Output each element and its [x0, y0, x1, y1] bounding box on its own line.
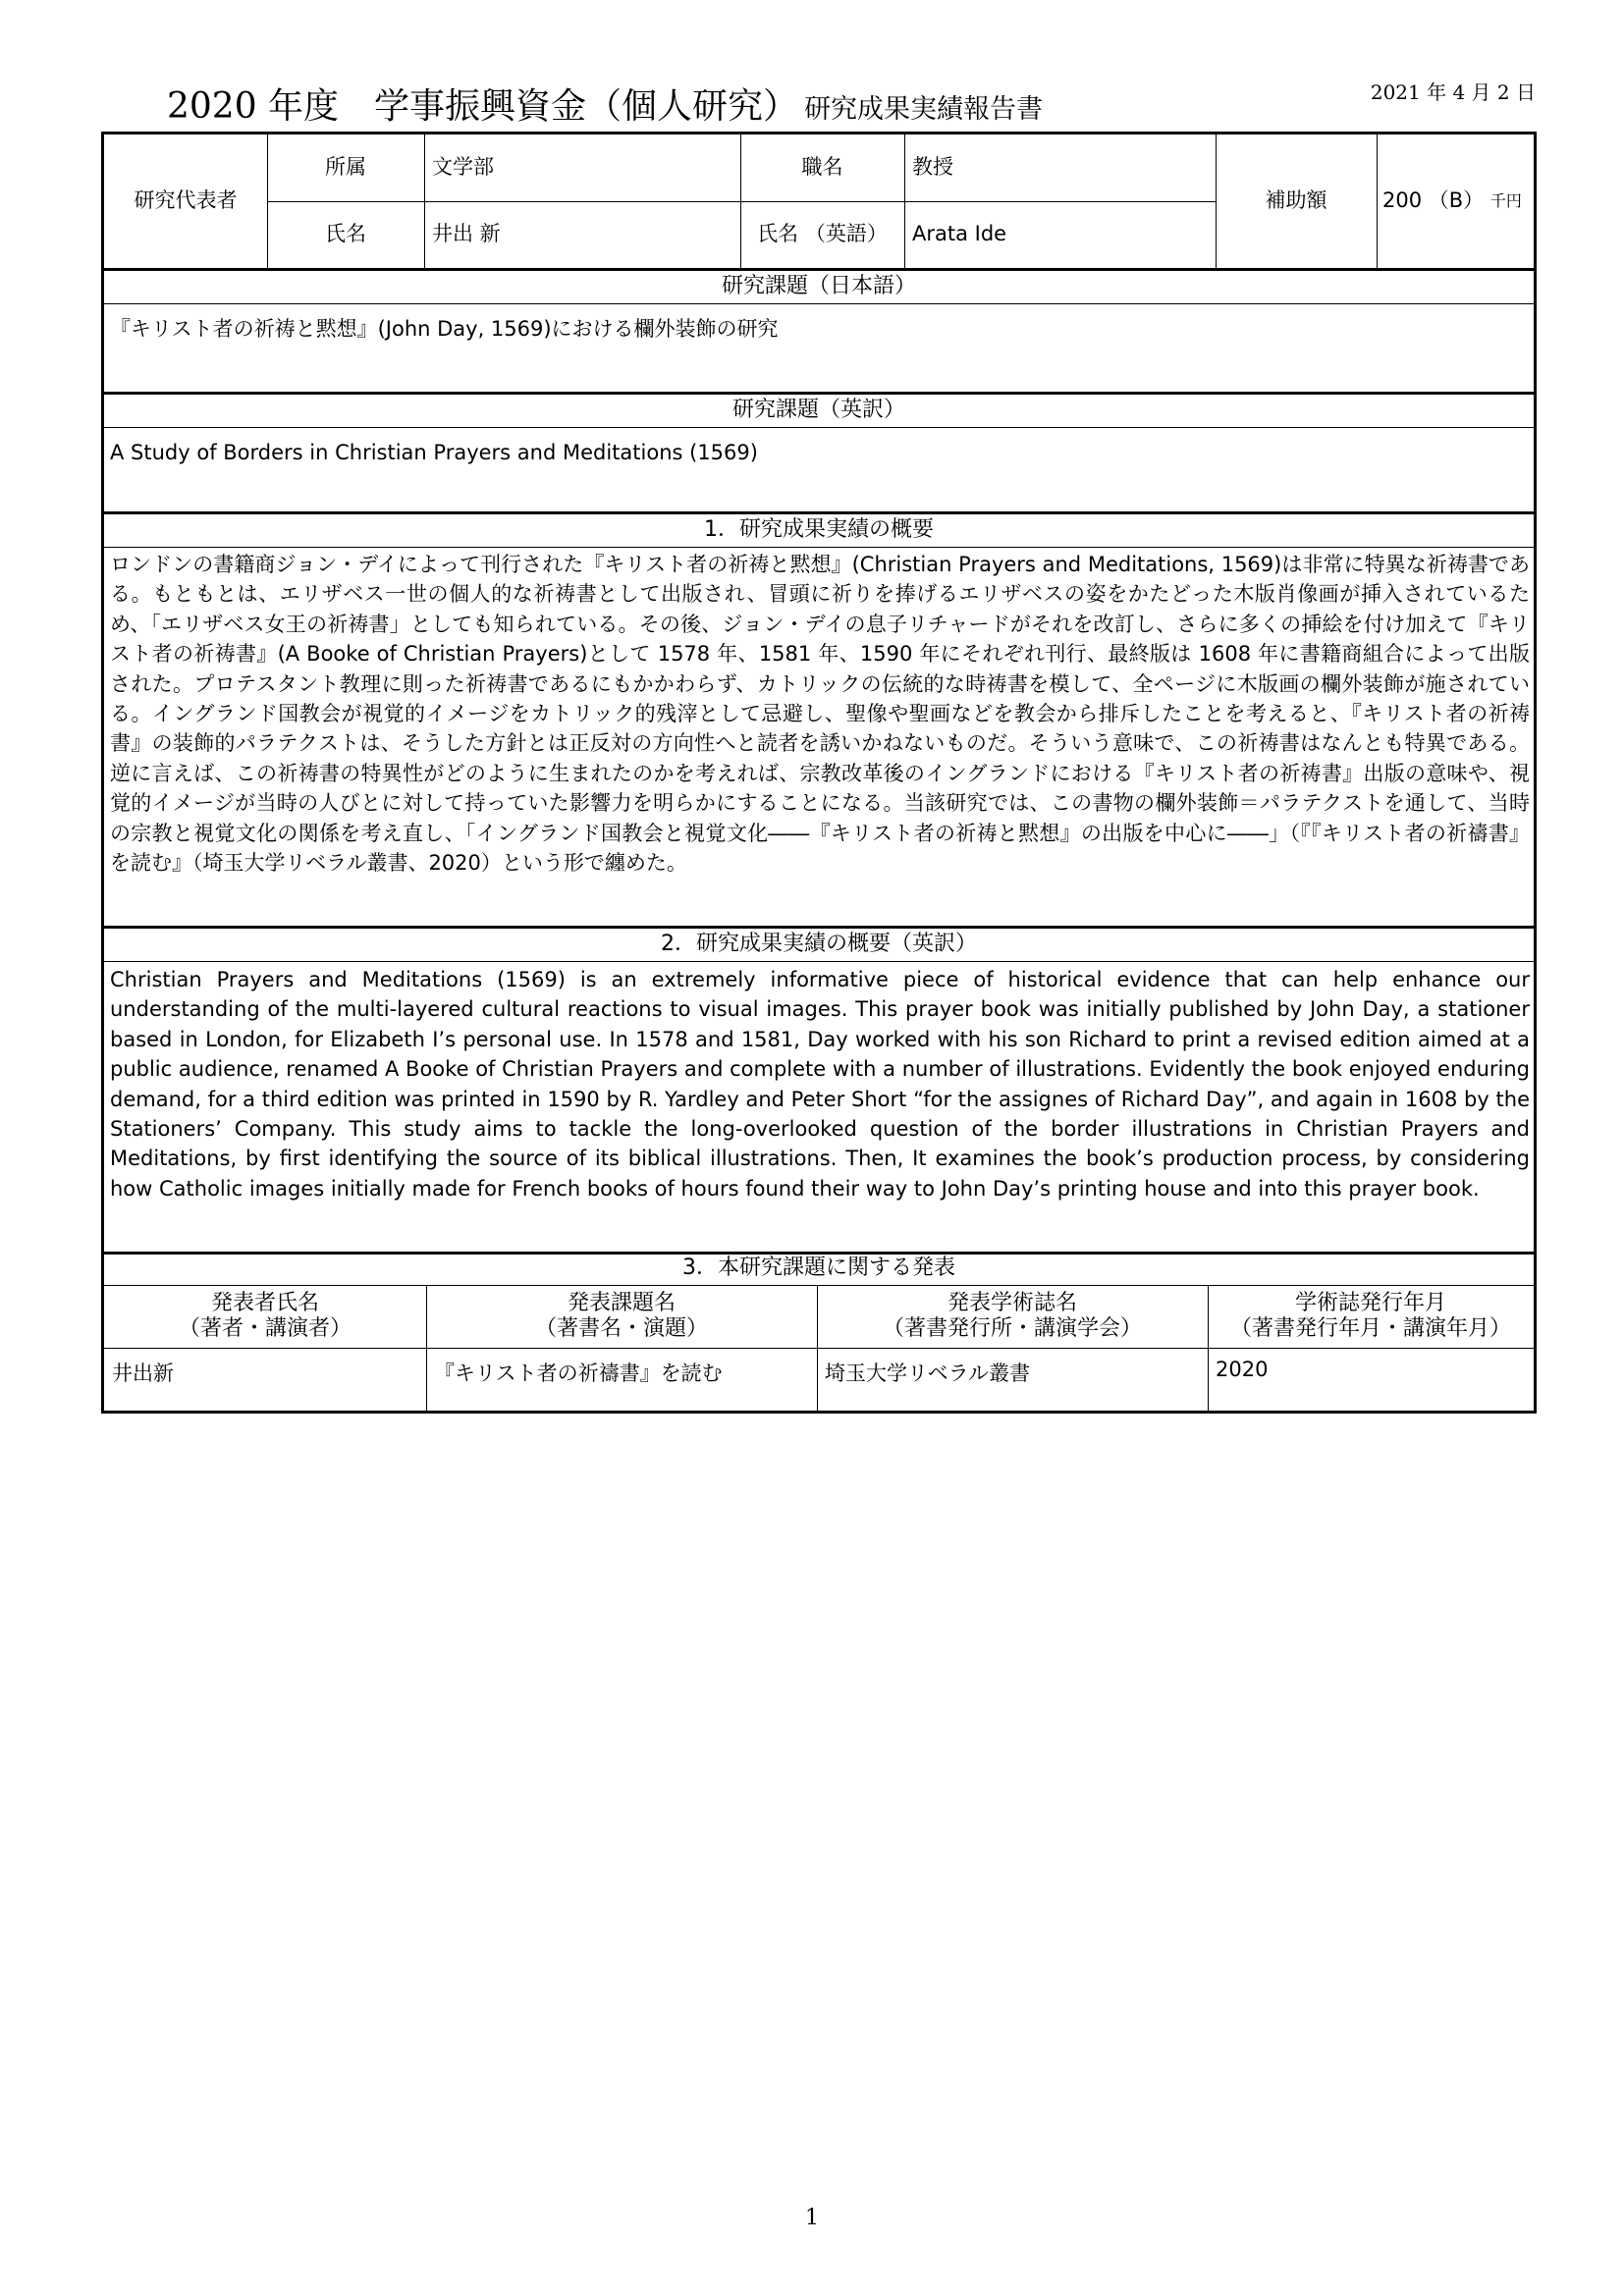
summary-en-heading: 2．研究成果実績の概要（英訳） [661, 932, 977, 956]
summary-ja-text: ロンドンの書籍商ジョン・デイによって刊行された『キリスト者の祈祷と黙想』(Christian Prayers and Meditations, 1569)は非常に特異な祈祷書である。もともとは、エリザベス一世の個人的な祈祷書として出版され、冒頭に祈りを捧げるエリザベスの姿をかたどった木版肖像画が挿入されているため、「エリザベス女王の祈祷書」としても知られている。その後、ジョン・デイの息子リチャードがそれを改訂し、さらに多くの挿絵を付け加えて『キリスト者の祈祷書』(A Booke of Christian Prayers)として 1578 年、1581 年、1590 年にそれぞれ刊行、最終版は 1608 年に書籍商組合によって出版された。プロテスタント教理に則った祈祷書であるにもかかわらず、カトリックの伝統的な時祷書を模して、全ページに木版画の欄外装飾が施されている。イングランド国教会が視覚的イメージをカトリック的残滓として忌避し、聖像や聖画などを教会から排斥したことを考えると、『キリスト者の祈祷書』の装飾的パラテクストは、そうした方針とは正反対の方向性へと読者を誘いかねないものだ。そういう意味で、この祈祷書はなんとも特異である。逆に言えば、この祈祷書の特異性がどのように生まれたのかを考えれば、宗教改革後のイングランドにおける『キリスト者の祈祷書』出版の意味や、視覚的イメージが当時の人びとに対して持っていた影響力を明らかにすることになる。当該研究では、この書物の欄外装飾＝パラテクストを通して、当時の宗教と視覚文化の関係を考え直し、「イングランド国教会と視覚文化――『キリスト者の祈祷と黙想』の出版を中心に――」（『『キリスト者の祈禱書』を読む』（埼玉大学リベラル叢書、2020）という形で纏めた。 [110, 553, 1530, 876]
report-title-main: 2020 年度 学事振興資金（個人研究） [167, 86, 799, 127]
report-title-sub: 研究成果実績報告書 [804, 94, 1044, 125]
name-value: 井出 新 [432, 222, 501, 246]
topic-ja-heading: 研究課題（日本語） [721, 274, 916, 298]
affiliation-label: 所属 [325, 155, 366, 180]
pub-col-author: 発表者氏名 （著者・講演者） [178, 1291, 352, 1341]
affiliation-value: 文学部 [432, 155, 494, 180]
pub-row-author: 井出新 [112, 1362, 174, 1385]
grant-label: 補助額 [1265, 188, 1327, 213]
summary-ja-heading: 1．研究成果実績の概要 [704, 517, 934, 542]
publications-heading: 3．本研究課題に関する発表 [682, 1255, 955, 1280]
grant-unit: 千円 [1489, 191, 1522, 211]
summary-en-text: Christian Prayers and Meditations (1569) is an extremely informative piece of historical evidence that can help enhance our understanding of the multi-layered cultural reactions to visual images. This prayer book was initially published by John Day, a stationer based in London, for Elizabeth I’s personal use. In 1578 and 1581, Day worked with his son Richard to print a revised edition aimed at a public audience, renamed A Booke of Christian Prayers and complete with a number of illustrations. Evidently the book enjoyed enduring demand, for a third edition was printed in 1590 by R. Yardley and Peter Short “for the assignes of Richard Day”, and again in 1608 by the Stationers’ Company. This study aims to tackle the long-overlooked question of the border illustrations in Christian Prayers and Meditations, by first identifying the source of its biblical illustrations. Then, It examines the book’s production process, by considering how Catholic images initially made for French books of hours found their way to John Day’s printing house and into this prayer book. [110, 968, 1530, 1201]
topic-en-text: A Study of Borders in Christian Prayers and Meditations (1569) [110, 441, 758, 464]
position-label: 職名 [801, 155, 843, 180]
pub-row-venue: 埼玉大学リベラル叢書 [825, 1362, 1030, 1385]
report-form [101, 132, 1537, 1414]
pub-col-title: 発表課題名 （著書名・演題） [534, 1291, 708, 1341]
grant-value: 200 （B） [1382, 188, 1485, 213]
pub-col-date: 学術誌発行年月 （著書発行年月・講演年月） [1229, 1291, 1511, 1341]
topic-en-heading: 研究課題（英訳） [731, 398, 905, 422]
grant-value-cell [1377, 134, 1534, 268]
pub-row-title: 『キリスト者の祈禱書』を読む [434, 1362, 723, 1385]
name-label: 氏名 [325, 222, 366, 246]
name-en-label: 氏名 （英語） [757, 222, 888, 246]
report-title [167, 79, 1043, 129]
position-value: 教授 [912, 155, 953, 180]
pub-row-date: 2020 [1216, 1358, 1269, 1381]
researcher-row-label: 研究代表者 [134, 188, 238, 213]
topic-ja-text: 『キリスト者の祈祷と黙想』(John Day, 1569)における欄外装飾の研究 [110, 317, 779, 341]
pub-col-venue: 発表学術誌名 （著書発行所・講演学会） [882, 1291, 1142, 1341]
page-number: 1 [805, 2206, 819, 2230]
report-date: 2021 年 4 月 2 日 [1370, 80, 1536, 104]
name-en-value: Arata Ide [912, 222, 1007, 246]
